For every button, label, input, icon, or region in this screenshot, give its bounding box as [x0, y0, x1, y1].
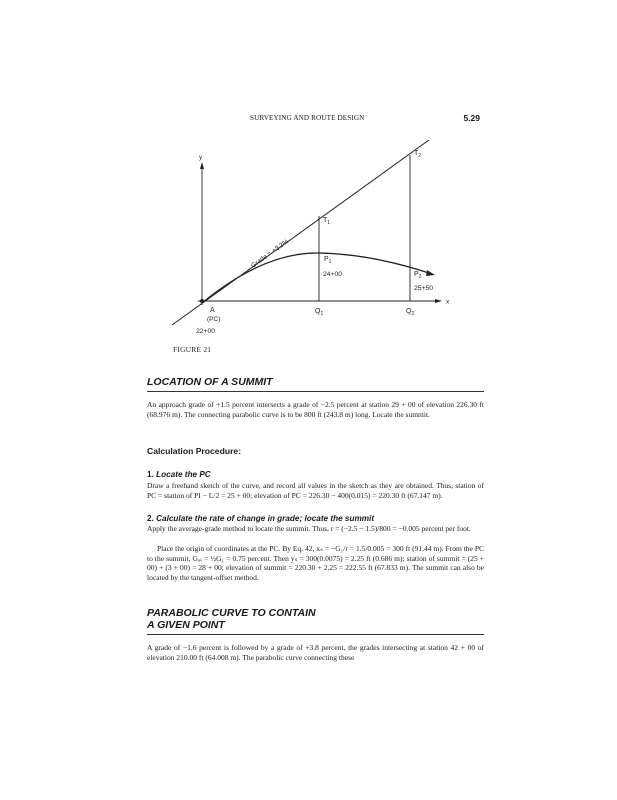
- section2-intro: A grade of −1.6 percent is followed by a grade of +3.8 percent, the grades intersecting at station 42 + 00 of elevation 210.00 ft (64.008 m). The parabolic curve connecting these: [147, 643, 484, 662]
- curve-arrow: [426, 270, 435, 276]
- step1-title: Locate the PC: [156, 470, 211, 479]
- step1-number: 1.: [147, 470, 154, 479]
- figure-caption: FIGURE 21: [173, 345, 212, 354]
- procedure-heading: Calculation Procedure:: [147, 446, 242, 456]
- x-axis-arrow: [435, 299, 442, 303]
- label-p1: $P_1$: [324, 256, 332, 265]
- label-t2: $T_2$: [414, 150, 422, 159]
- section-title-location-of-summit: LOCATION OF A SUMMIT: [147, 376, 273, 388]
- label-pc: (PC): [207, 316, 221, 323]
- point-a-dot: [200, 299, 204, 303]
- tangent-line: [172, 140, 429, 325]
- figure-21-diagram: [160, 140, 490, 340]
- grade-label: Grade = +3.2%: [250, 238, 290, 270]
- page-number: 5.29: [463, 113, 480, 123]
- label-station-24-00: 24+00: [323, 271, 343, 278]
- label-q1: $Q_1$: [315, 308, 324, 317]
- x-axis-label: x: [446, 298, 450, 306]
- section-title-parabolic-curve-line2: A GIVEN POINT: [147, 619, 225, 631]
- step1-heading: [147, 470, 211, 479]
- label-q2: $Q_2$: [406, 308, 415, 317]
- label-t1: $T_1$: [323, 217, 331, 226]
- section1-intro: An approach grade of +1.5 percent intersects a grade of −2.5 percent at station 29 + 00 of elevation 226.30 ft (68.976 m). The connecting parabolic curve is to be 800 ft (243.8 m) long. Locate the summit.: [147, 400, 484, 419]
- section-title-parabolic-curve-line1: PARABOLIC CURVE TO CONTAIN: [147, 607, 316, 619]
- running-title: SURVEYING AND ROUTE DESIGN: [250, 114, 365, 122]
- step2-text-1: Apply the average-grade method to locate the summit. Thus, r = (−2.5 − 1.5)/800 = −0.005 percent per foot.: [147, 524, 471, 533]
- label-station-25-50: 25+50: [414, 285, 434, 292]
- step2-number: 2.: [147, 514, 154, 523]
- label-p2: $P_2$: [414, 271, 422, 280]
- step2-heading: [147, 514, 374, 523]
- section-rule-2: [147, 634, 484, 635]
- section-rule: [147, 391, 484, 392]
- y-axis-arrow: [200, 162, 204, 169]
- step2-title: Calculate the rate of change in grade; locate the summit: [156, 514, 375, 523]
- label-a: A: [210, 307, 215, 314]
- step1-text: Draw a freehand sketch of the curve, and record all values in the sketch as they are obtained. Thus, station of PC = station of PI − L/2 = 25 + 00; elevation of PC = 226.30 − 400(0.015) = 220.30 ft (67.147 m).: [147, 481, 484, 500]
- step2-text-2: Place the origin of coordinates at the PC. By Eq. 42, xₛ = −G₁/r = 1.5/0.005 = 300 ft (91.44 m). From the PC to the summit, Gₐᵥ = ½G₁ = 0.75 percent. Then yₛ = 300(0.0075) = 2.25 ft (0.686 m); station of summit = (25 + 00) + (3 + 00) = 28 + 00; elevation of summit = 220.30 + 2.25 = 222.55 ft (67.833 m). The summit can also be located by the tangent-offset method.: [147, 544, 484, 582]
- y-axis-label: y: [199, 154, 203, 161]
- parabolic-curve: [202, 253, 432, 303]
- label-station-22-00: 22+00: [196, 328, 216, 335]
